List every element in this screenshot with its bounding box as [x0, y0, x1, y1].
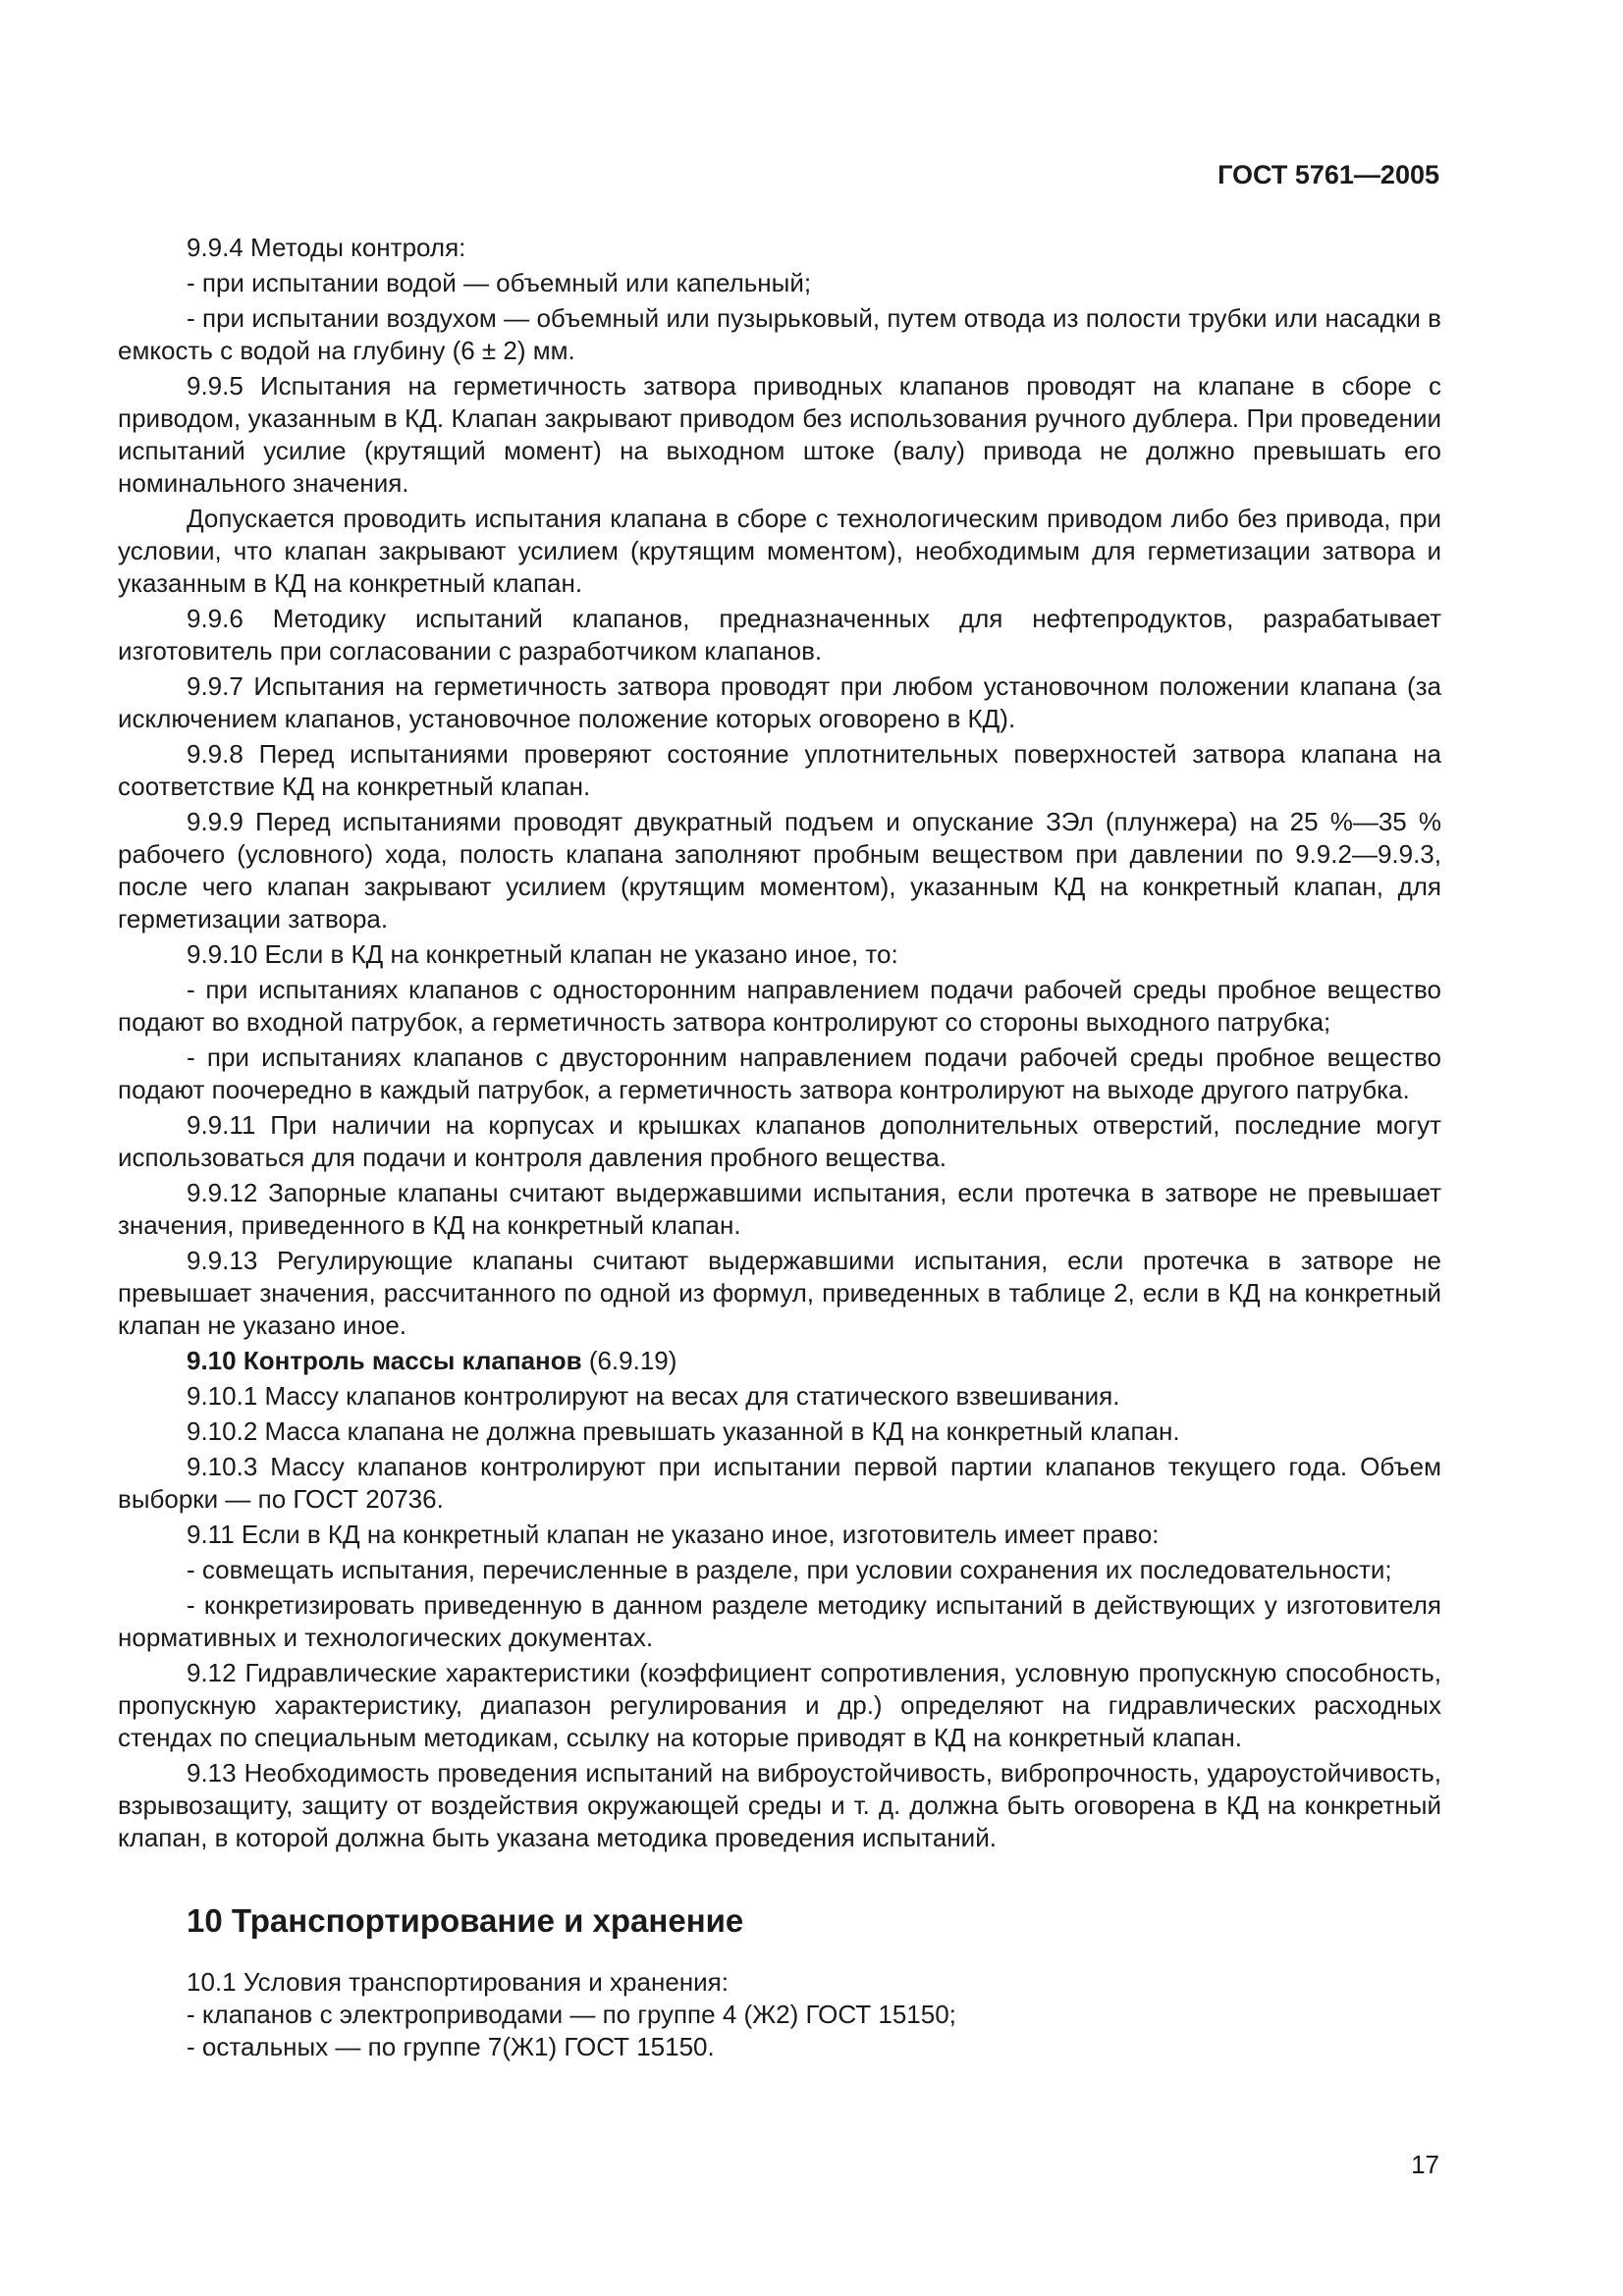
paragraph-text: 9.9.11 При наличии на корпусах и крышках клапанов дополнительных отверстий, последние могут использоваться для подачи и контроля давления пробного вещества. [118, 1110, 1441, 1172]
paragraph-text: Допускается проводить испытания клапана в сборе с технологическим приводом либо без привода, при условии, что клапан закрывают усилием (крутящим моментом), необходимым для герметизации затвора и указанным в КД на конкретный клапан. [118, 504, 1441, 598]
paragraph [118, 1451, 1441, 1516]
paragraph [118, 938, 1441, 971]
paragraph-text: 9.9.13 Регулирующие клапаны считают выдержавшими испытания, если протечка в затворе не превышает значения, рассчитанного по одной из формул, приведенных в таблице 2, если в КД на конкретный клапан не указано иное. [118, 1246, 1441, 1340]
paragraph-text: 9.13 Необходимость проведения испытаний на виброустойчивость, вибропрочность, удароустойчивость, взрывозащиту, защиту от воздействия окружающей среды и т. д. должна быть оговорена в КД на конкретный клапан, в которой должна быть указана методика проведения испытаний. [118, 1758, 1441, 1852]
paragraph [118, 370, 1441, 500]
paragraph-heading: 9.10 Контроль массы клапанов [187, 1346, 582, 1375]
paragraph-text: - при испытаниях клапанов с двусторонним направлением подачи рабочей среды пробное вещество подают поочередно в каждый патрубок, а герметичность затвора контролируют на выходе другого патрубка. [118, 1042, 1441, 1104]
section-item: 10.1 Условия транспортирования и хранения: [187, 1967, 729, 1997]
paragraph-text: 9.10.2 Масса клапана не должна превышать указанной в КД на конкретный клапан. [187, 1416, 1180, 1446]
paragraph-text: 9.11 Если в КД на конкретный клапан не указано иное, изготовитель имеет право: [187, 1520, 1160, 1549]
paragraph-text: 9.9.4 Методы контроля: [187, 233, 466, 262]
paragraph-text: 9.9.8 Перед испытаниями проверяют состояние уплотнительных поверхностей затвора клапана на соответствие КД на конкретный клапан. [118, 739, 1441, 801]
paragraph-text: - конкретизировать приведенную в данном разделе методику испытаний в действующих у изготовителя нормативных и технологических документах. [118, 1590, 1441, 1652]
paragraph-text: 9.12 Гидравлические характеристики (коэффициент сопротивления, условную пропускную способность, пропускную характеристику, диапазон регулирования и др.) определяют на гидравлических расходных стендах по специальным методикам, ссылку на которые приводят в КД на конкретный клапан. [118, 1658, 1441, 1752]
paragraph-text: - совмещать испытания, перечисленные в разделе, при условии сохранения их последовательности; [187, 1555, 1392, 1584]
paragraph [118, 1519, 1441, 1551]
paragraph-text: 9.9.6 Методику испытаний клапанов, предназначенных для нефтепродуктов, разрабатывает изготовитель при согласовании с разработчиком клапанов. [118, 604, 1441, 666]
paragraph [118, 1380, 1441, 1413]
paragraph [118, 1041, 1441, 1106]
paragraph-text: - при испытаниях клапанов с односторонним направлением подачи рабочей среды пробное вещество подают во входной патрубок, а герметичность затвора контролируют со стороны выходного патрубка; [118, 975, 1441, 1037]
paragraph-text: - при испытании воздухом — объемный или пузырьковый, путем отвода из полости трубки или насадки в емкость с водой на глубину (6 ± 2) мм. [118, 303, 1441, 365]
paragraph-text: 9.10.1 Массу клапанов контролируют на весах для статического взвешивания. [187, 1381, 1120, 1411]
paragraph [118, 1109, 1441, 1174]
paragraph-text: - при испытании водой — объемный или капельный; [187, 268, 812, 297]
paragraph [118, 267, 1441, 299]
section-item: - клапанов с электроприводами — по группе 4 (Ж2) ГОСТ 15150; [187, 2000, 956, 2029]
paragraph [118, 738, 1441, 803]
paragraph [118, 1589, 1441, 1654]
paragraph [118, 603, 1441, 667]
paragraph [118, 1345, 1441, 1377]
paragraph [118, 232, 1441, 264]
paragraph-text: 9.9.12 Запорные клапаны считают выдержавшими испытания, если протечка в затворе не превышает значения, приведенного в КД на конкретный клапан. [118, 1178, 1441, 1240]
section-item-list [118, 1966, 1441, 2063]
section-title: 10 Транспортирование и хранение [187, 1902, 744, 1939]
paragraph [118, 1657, 1441, 1754]
paragraph [118, 1245, 1441, 1342]
paragraph [118, 1177, 1441, 1242]
paragraph-text: 9.9.9 Перед испытаниями проводят двукратный подъем и опускание ЗЭл (плунжера) на 25 %—35 % рабочего (условного) хода, полость клапана заполняют пробным веществом при давлении по 9.9.2—9.9.3, после чего клапан закрывают усилием (крутящим моментом), указанным КД на конкретный клапан, для герметизации затвора. [118, 807, 1441, 934]
document-body [118, 232, 1441, 2063]
paragraph [118, 503, 1441, 600]
paragraph-text: 9.9.10 Если в КД на конкретный клапан не указано иное, то: [187, 939, 898, 969]
paragraph [118, 1757, 1441, 1854]
paragraph-text: 9.9.5 Испытания на герметичность затвора приводных клапанов проводят на клапане в сборе с приводом, указанным в КД. Клапан закрывают приводом без использования ручного дублера. При проведении испытаний усилие (крутящий момент) на выходном штоке (валу) привода не должно превышать его номинального значения. [118, 371, 1441, 498]
paragraph [118, 670, 1441, 735]
section-item: - остальных — по группе 7(Ж1) ГОСТ 15150. [187, 2032, 715, 2061]
paragraph [118, 806, 1441, 935]
paragraph [118, 1415, 1441, 1448]
paragraph-text: 9.10.3 Массу клапанов контролируют при испытании первой партии клапанов текущего года. Объем выборки — по ГОСТ 20736. [118, 1452, 1441, 1514]
paragraph-text: (6.9.19) [581, 1346, 677, 1375]
paragraph [118, 302, 1441, 367]
paragraph-list [118, 232, 1441, 1854]
paragraph [118, 1554, 1441, 1586]
standard-header: ГОСТ 5761—2005 [1217, 160, 1439, 189]
page-number: 17 [1411, 2150, 1439, 2179]
paragraph-text: 9.9.7 Испытания на герметичность затвора проводят при любом установочном положении клапана (за исключением клапанов, установочное положение которых оговорено в КД). [118, 671, 1441, 733]
paragraph [118, 974, 1441, 1039]
